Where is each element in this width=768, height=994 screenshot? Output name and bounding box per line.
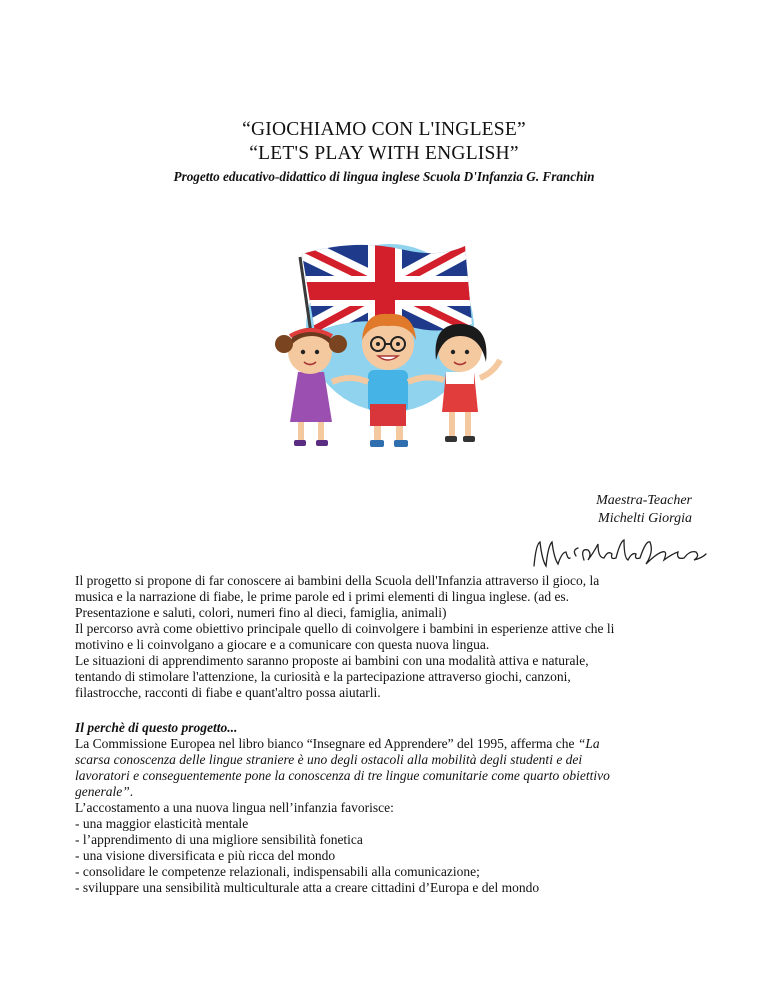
intro-line: Le situazioni di apprendimento saranno proposte ai bambini con una modalità attiva e naturale,	[75, 653, 589, 668]
section-text: La Commissione Europea nel libro bianco “Insegnare ed Apprendere” del 1995, afferma che	[75, 736, 578, 751]
intro-line: Il percorso avrà come obiettivo principale quello di coinvolgere i bambini in esperienze attive che li	[75, 621, 615, 636]
teacher-name: Michelti Giorgia	[598, 511, 692, 526]
intro-line: motivino e li coinvolgano a giocare e a comunicare con questa nuova lingua.	[75, 637, 490, 652]
section-heading: Il perchè di questo progetto...	[75, 720, 238, 735]
quote-line: scarsa conoscenza delle lingue straniere è uno degli ostacoli alla mobilità degli studenti e dei	[75, 752, 583, 767]
quote-text: generale”	[75, 784, 130, 799]
subtitle: Progetto educativo-didattico di lingua inglese Scuola D'Infanzia G. Franchin	[173, 169, 595, 184]
bullet-item: - una maggior elasticità mentale	[75, 816, 249, 831]
quote-line: lavoratori e conseguentemente pone la conoscenza di tre lingue comunitarie come quarto obiettivo	[75, 768, 610, 783]
quote-end: .	[129, 784, 134, 799]
intro-line: Il progetto si propone di far conoscere ai bambini della Scuola dell'Infanzia attraverso il gioco, la	[75, 573, 600, 588]
child-girl-right-icon	[436, 324, 501, 442]
title-line-2: “LET'S PLAY WITH ENGLISH”	[249, 143, 519, 164]
quote-text: “La	[577, 736, 600, 751]
bullet-item: - una visione diversificata e più ricca del mondo	[75, 848, 336, 863]
intro-line: Presentazione e saluti, colori, numeri fino al dieci, famiglia, animali)	[75, 605, 447, 620]
section-line: L’accostamento a una nuova lingua nell’infanzia favorisce:	[75, 800, 394, 815]
quote-line	[75, 784, 705, 800]
intro-line: filastrocche, racconti di fiabe e quant'altro possa aiutarli.	[75, 685, 381, 700]
teacher-role: Maestra-Teacher	[596, 493, 692, 508]
bullet-item: - consolidare le competenze relazionali, indispensabili alla comunicazione;	[75, 864, 480, 879]
handwritten-signature	[528, 530, 710, 576]
intro-line: musica e la narrazione di fiabe, le prime parole ed i primi elementi di lingua inglese. (ad es.	[75, 589, 570, 604]
uk-flag-children-illustration	[260, 232, 514, 454]
intro-paragraph	[75, 573, 705, 701]
intro-line: tentando di stimolare l'attenzione, la curiosità e la partecipazione attraverso giochi, canzoni,	[75, 669, 571, 684]
bullet-item: - sviluppare una sensibilità multiculturale atta a creare cittadini d’Europa e del mondo	[75, 880, 540, 895]
title-line-1: “GIOCHIAMO CON L'INGLESE”	[242, 119, 526, 140]
bullet-item: - l’apprendimento di una migliore sensibilità fonetica	[75, 832, 363, 847]
section-why	[75, 720, 705, 896]
section-line	[75, 736, 705, 752]
